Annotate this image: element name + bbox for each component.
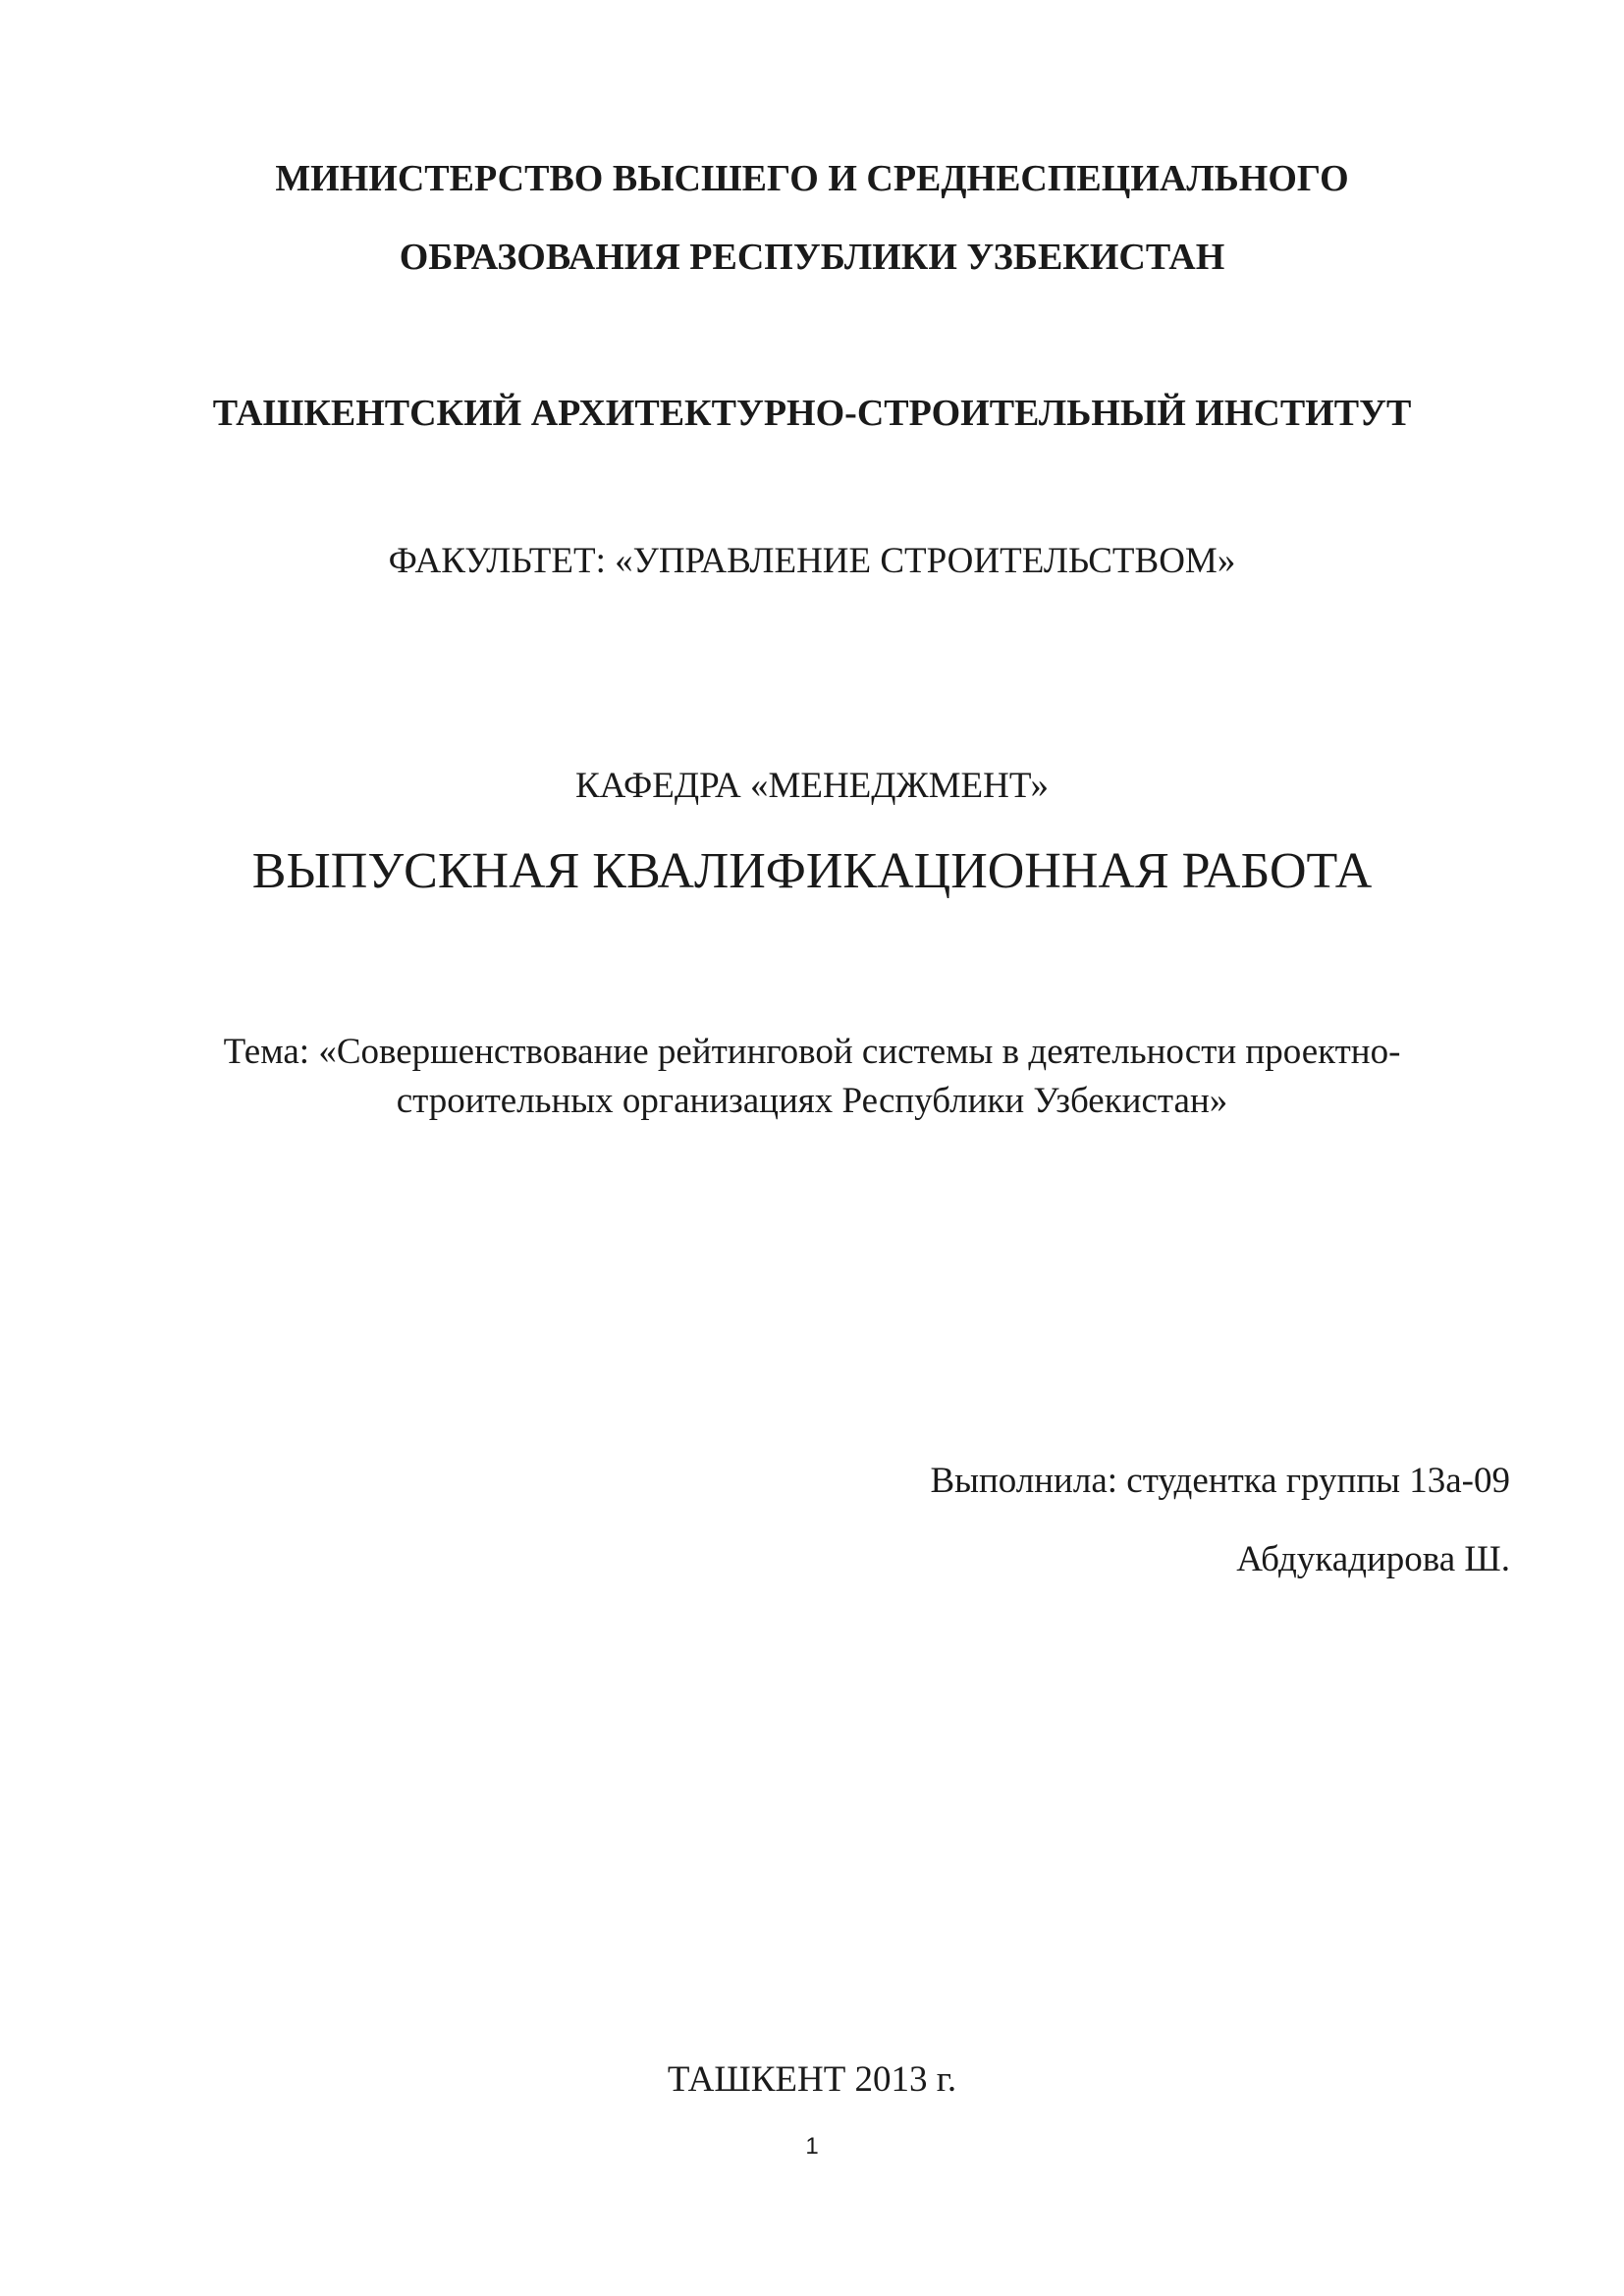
performed-by: Выполнила: студентка группы 13а-09 — [930, 1461, 1510, 1501]
faculty-name: ФАКУЛЬТЕТ: «УПРАВЛЕНИЕ СТРОИТЕЛЬСТВОМ» — [388, 541, 1236, 581]
ministry-line-1: МИНИСТЕРСТВО ВЫСШЕГО И СРЕДНЕСПЕЦИАЛЬНОГО — [275, 158, 1349, 199]
page-number: 1 — [805, 2133, 819, 2160]
theme-line-1: Тема: «Совершенствование рейтинговой системы в деятельности проектно- — [223, 1032, 1401, 1072]
institute-name: ТАШКЕНТСКИЙ АРХИТЕКТУРНО-СТРОИТЕЛЬНЫЙ ИНСТИТУТ — [212, 393, 1412, 434]
department-name: КАФЕДРА «МЕНЕДЖМЕНТ» — [574, 766, 1050, 806]
city-year: ТАШКЕНТ 2013 г. — [667, 2059, 957, 2100]
theme-line-2: строительных организациях Республики Узбекистан» — [396, 1081, 1228, 1121]
work-type-title: ВЫПУСКНАЯ КВАЛИФИКАЦИОННАЯ РАБОТА — [251, 843, 1373, 899]
ministry-line-2: ОБРАЗОВАНИЯ РЕСПУБЛИКИ УЗБЕКИСТАН — [399, 237, 1225, 278]
author-name: Абдукадирова Ш. — [1236, 1539, 1510, 1579]
